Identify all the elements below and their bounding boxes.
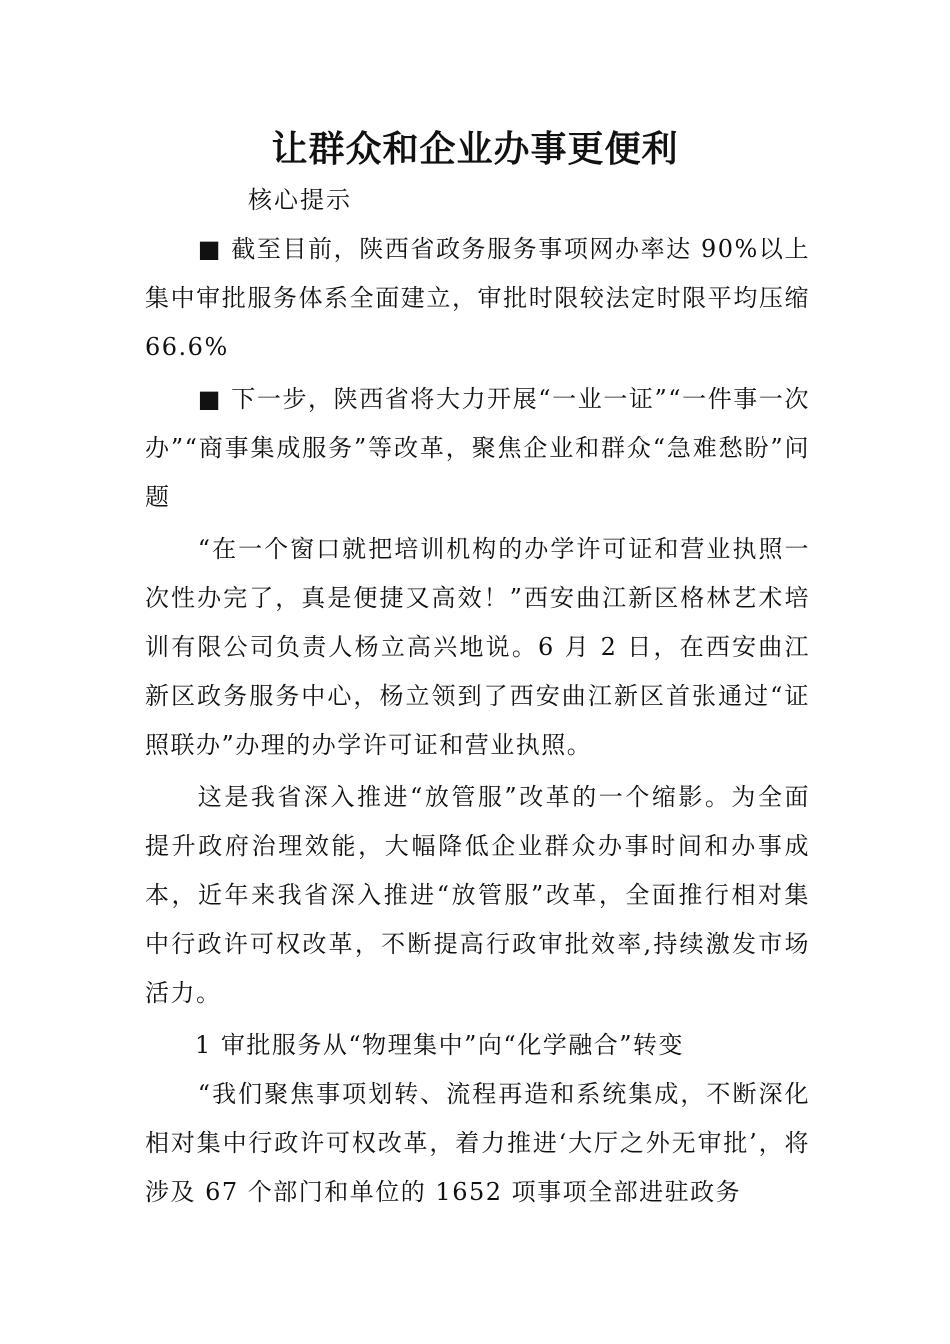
bullet-text-2: 下一步，陕西省将大力开展“一业一证”“一件事一次办”“商事集成服务”等改革，聚焦企业和群众“急难愁盼”问题 [145, 385, 810, 511]
page-title: 让群众和企业办事更便利 [271, 128, 679, 170]
bullet-paragraph-2 [145, 375, 810, 522]
bullet-text-1: 截至目前，陕西省政务服务事项网办率达 90%以上集中审批服务体系全面建立，审批时限较法定时限平均压缩 66.6% [145, 235, 810, 361]
bullet-paragraph-1 [145, 225, 810, 372]
paragraph-1: “在一个窗口就把培训机构的办学许可证和营业执照一次性办完了，真是便捷又高效！”西安曲江新区格林艺术培训有限公司负责人杨立高兴地说。6 月 2 日，在西安曲江新区政务服务中心，杨立领到了西安曲江新区首张通过“证照联办”办理的办学许可证和营业执照。 [145, 535, 810, 759]
paragraph-3: “我们聚焦事项划转、流程再造和系统集成，不断深化相对集中行政许可权改革，着力推进‘大厅之外无审批’，将涉及 67 个部门和单位的 1652 项事项全部进驻政务 [145, 1080, 810, 1206]
paragraph-2: 这是我省深入推进“放管服”改革的一个缩影。为全面提升政府治理效能，大幅降低企业群众办事时间和办事成本，近年来我省深入推进“放管服”改革，全面推行相对集中行政许可权改革，不断提高行政审批效率,持续激发市场活力。 [145, 783, 810, 1007]
core-tip-label: 核心提示 [248, 186, 352, 214]
black-square-icon: ■ [197, 235, 223, 263]
black-square-icon: ■ [197, 385, 223, 413]
section-heading-1: 1 审批服务从“物理集中”向“化学融合”转变 [195, 1031, 684, 1059]
